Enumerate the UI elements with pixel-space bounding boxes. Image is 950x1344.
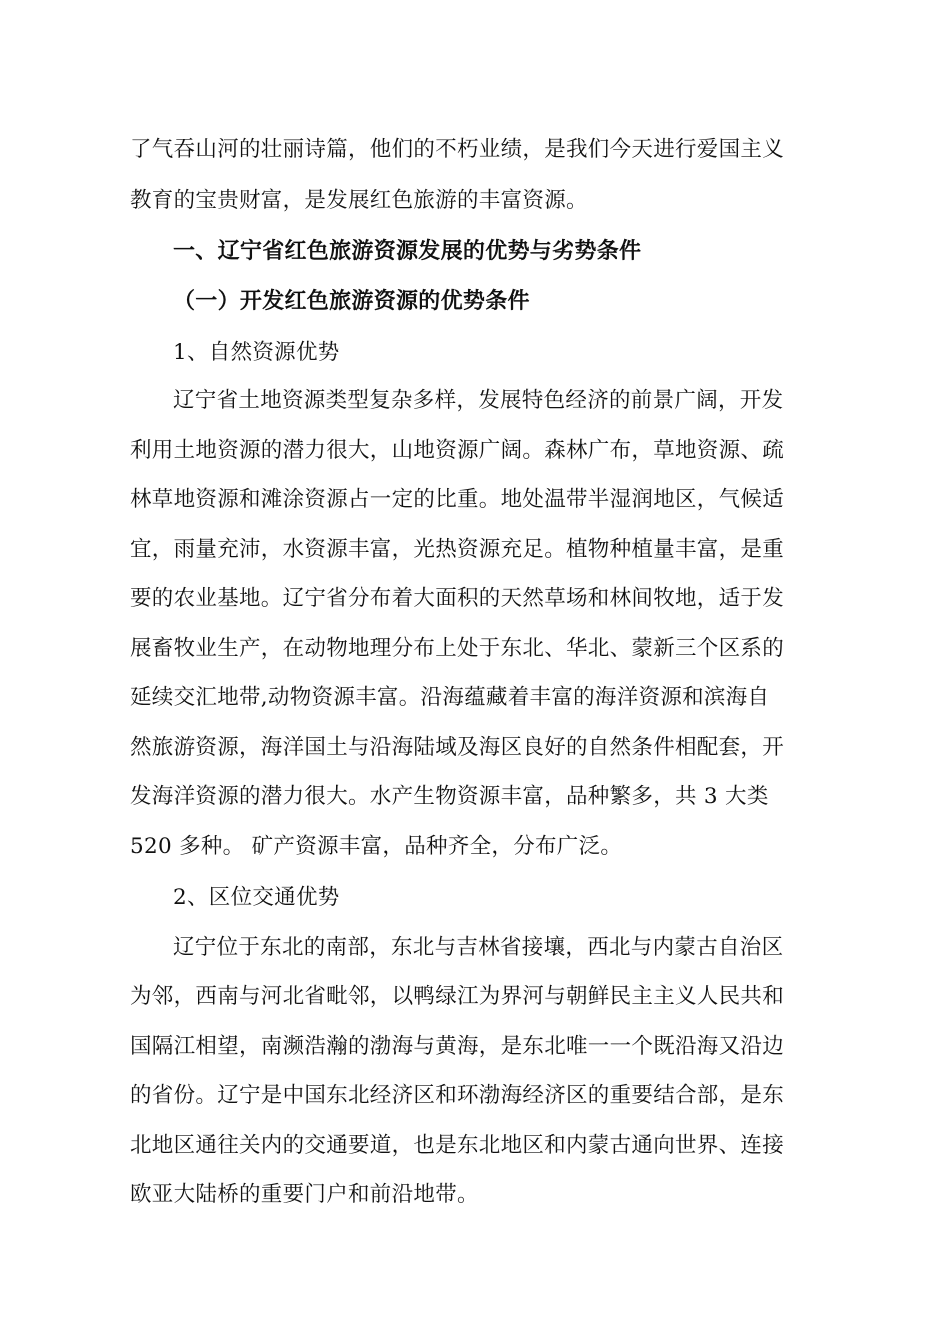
paragraph-line: 欧亚大陆桥的重要门户和前沿地带。 bbox=[130, 1182, 479, 1207]
intro-line: 教育的宝贵财富，是发展红色旅游的丰富资源。 bbox=[130, 188, 588, 213]
paragraph-line: 宜，雨量充沛，水资源丰富，光热资源充足。植物种植量丰富，是重 bbox=[130, 537, 785, 562]
heading-level-2: （一）开发红色旅游资源的优势条件 bbox=[173, 289, 530, 314]
paragraph-line: 为邻，西南与河北省毗邻，以鸭绿江为界河与朝鲜民主主义人民共和 bbox=[130, 984, 785, 1009]
heading-level-1: 一、辽宁省红色旅游资源发展的优势与劣势条件 bbox=[173, 239, 642, 264]
paragraph-line: 延续交汇地带,动物资源丰富。沿海蕴藏着丰富的海洋资源和滨海自 bbox=[130, 685, 770, 710]
intro-line: 了气吞山河的壮丽诗篇，他们的不朽业绩，是我们今天进行爱国主义 bbox=[130, 137, 785, 162]
paragraph-line: 国隔江相望，南濒浩瀚的渤海与黄海，是东北唯一一个既沿海又沿边 bbox=[130, 1034, 785, 1059]
paragraph-line: 辽宁省土地资源类型复杂多样，发展特色经济的前景广阔，开发 bbox=[173, 388, 784, 413]
paragraph-line: 的省份。辽宁是中国东北经济区和环渤海经济区的重要结合部，是东 bbox=[130, 1083, 785, 1108]
paragraph-line: 辽宁位于东北的南部，东北与吉林省接壤，西北与内蒙古自治区 bbox=[173, 935, 784, 960]
paragraph-line: 林草地资源和滩涂资源占一定的比重。地处温带半湿润地区，气候适 bbox=[130, 487, 785, 512]
paragraph-line: 520 多种。 矿产资源丰富，品种齐全，分布广泛。 bbox=[130, 834, 623, 859]
paragraph-line: 然旅游资源，海洋国土与沿海陆域及海区良好的自然条件相配套，开 bbox=[130, 735, 785, 760]
paragraph-line: 北地区通往关内的交通要道，也是东北地区和内蒙古通向世界、连接 bbox=[130, 1133, 785, 1158]
paragraph-line: 要的农业基地。辽宁省分布着大面积的天然草场和林间牧地，适于发 bbox=[130, 586, 785, 611]
section-1-title: 1、自然资源优势 bbox=[173, 340, 340, 365]
paragraph-line: 利用土地资源的潜力很大，山地资源广阔。森林广布，草地资源、疏 bbox=[130, 438, 785, 463]
paragraph-line: 发海洋资源的潜力很大。水产生物资源丰富，品种繁多，共 3 大类 bbox=[130, 784, 769, 809]
paragraph-line: 展畜牧业生产，在动物地理分布上处于东北、华北、蒙新三个区系的 bbox=[130, 636, 785, 661]
section-2-title: 2、区位交通优势 bbox=[173, 885, 340, 910]
